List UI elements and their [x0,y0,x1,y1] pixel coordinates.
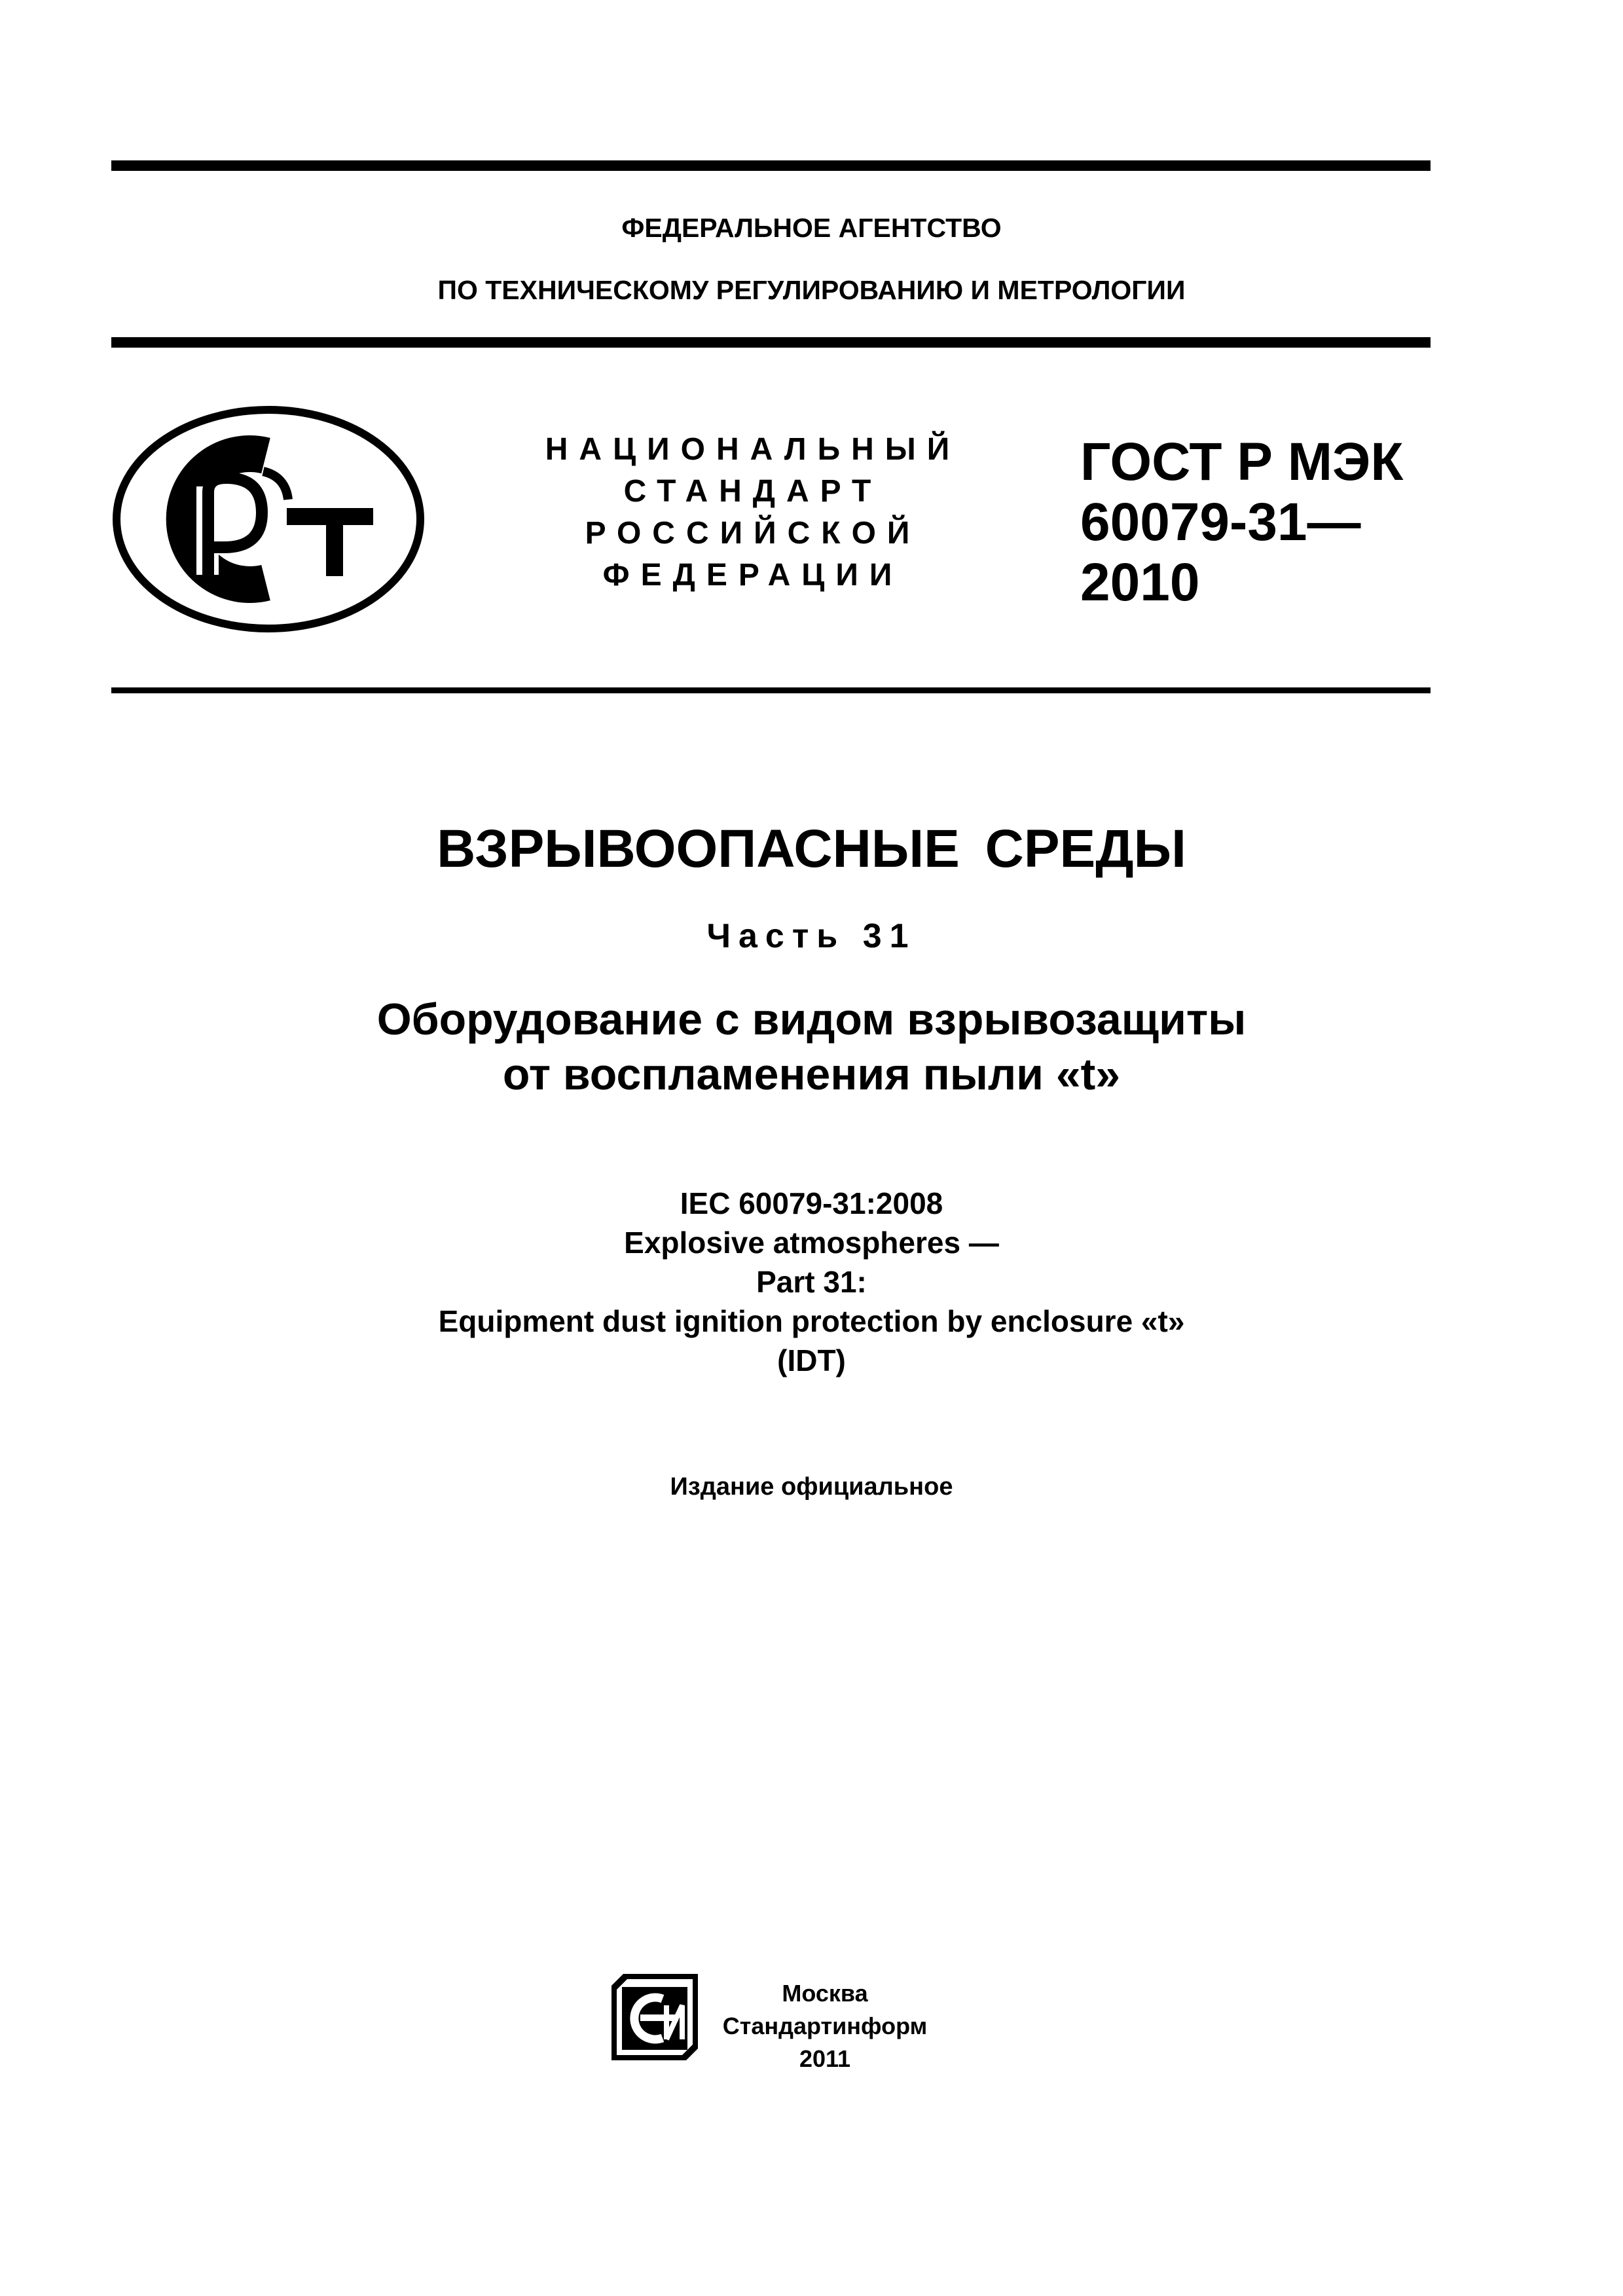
section-rule [111,687,1431,693]
standartinform-logo-icon [602,1967,707,2072]
iec-reference [0,1184,1623,1380]
subtitle-line: от воспламенения пыли «t» [502,1049,1121,1099]
document-title: ВЗРЫВООПАСНЫЕ СРЕДЫ [437,819,1186,879]
standard-designation [1080,432,1403,613]
edition-label: Издание официальное [670,1473,953,1501]
agency-name-line1: ФЕДЕРАЛЬНОЕ АГЕНТСТВО [621,213,1002,243]
national-standard-line: РОССИЙСКОЙ [585,516,921,551]
document-subtitle [0,992,1623,1102]
publisher-city: Москва [782,1980,868,2007]
iec-line: Part 31: [756,1265,867,1299]
top-rule [111,160,1431,171]
designation-line: 60079-31— [1080,492,1361,552]
national-standard-line: НАЦИОНАЛЬНЫЙ [545,432,961,467]
designation-line: 2010 [1080,553,1200,612]
subtitle-line: Оборудование с видом взрывозащиты [376,994,1247,1044]
iec-line: Equipment dust ignition protection by enclosure «t» [438,1304,1185,1338]
iec-line: (IDT) [777,1343,846,1377]
designation-line: ГОСТ Р МЭК [1080,432,1404,492]
publisher-name: Стандартинформ [722,2013,928,2039]
national-standard-line: ФЕДЕРАЦИИ [602,558,903,592]
iec-line: Explosive atmospheres — [624,1226,999,1260]
publisher-block [720,1977,930,2075]
part-number: Часть 31 [706,917,917,955]
rst-certification-seal-icon [111,405,426,634]
agency-name-line2: ПО ТЕХНИЧЕСКОМУ РЕГУЛИРОВАНИЮ И МЕТРОЛОГИИ [437,275,1186,305]
publisher-year: 2011 [799,2045,851,2072]
header-rule [111,337,1431,348]
national-standard-label [517,429,989,596]
national-standard-line: СТАНДАРТ [623,474,883,509]
iec-line: IEC 60079-31:2008 [680,1186,943,1220]
